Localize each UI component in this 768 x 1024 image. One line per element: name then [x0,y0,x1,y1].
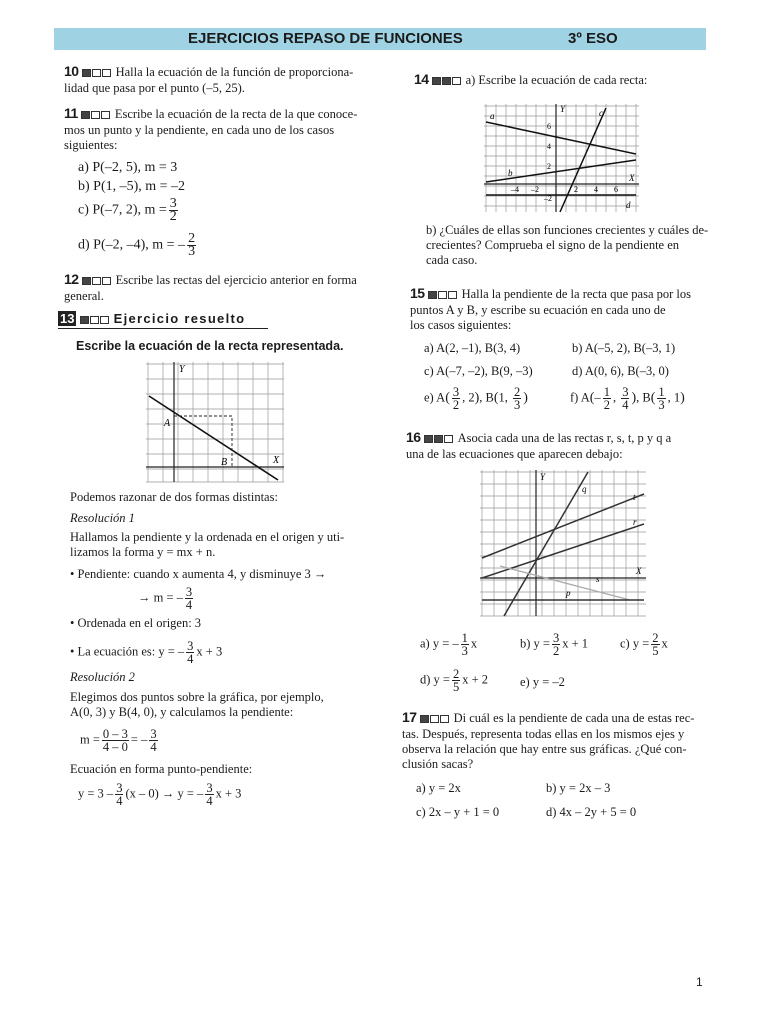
ex15-f: f) A(– $\frac{1}{2}$ , $\frac{3}{4}$ ), B( $\frac{1}{3}$ , 1) [570,385,685,412]
difficulty-icon [420,712,450,727]
difficulty-icon [80,313,110,328]
ex13-slope-calc: m = $\frac{0 - 3}{4 - 0}$ = – $\frac{3}{4}$ [80,727,157,754]
ex13-point-b: B [221,457,228,468]
ex13-bullet-1: • Pendiente: cuando x aumenta 4, y disminuye 3 → [70,567,327,581]
ex13-r1-text: Hallamos la pendiente y la ordenada en el origen y uti- lizamos la forma y = mx + n. [70,530,345,559]
ex14-tick-x2: 2 [574,185,578,194]
ex17-c: c) 2x – y + 1 = 0 [416,805,500,819]
ex14-label-a: a [490,111,495,121]
ex16-a: a) y = – $\frac{1}{3}$ x [420,631,478,658]
ex14-line-c [560,108,606,212]
ex16-line-s [500,566,630,600]
exercise-17: 17 Di cuál es la pendiente de cada una de estas rec- tas. Después, representa todas ellas en los mismos ejes y observa la relación que hay entre sus gráficas. ¿Qué con- clusión sacas? [402,709,695,771]
exercise-14: 14 a) Escribe la ecuación de cada recta: [414,71,648,87]
ex14-b: b) ¿Cuáles de ellas son funciones crecientes y cuáles de- crecientes? Comprueba el signo de la pendiente en cada caso. [426,223,709,267]
ex16-e: e) y = –2 [520,675,565,689]
ex16-c: c) y = $\frac{2}{5}$ x [620,631,668,658]
exercise-12: 12 Escribe las rectas del ejercicio anterior en forma general. [64,271,357,303]
grade-label: 3º ESO [568,30,618,47]
ex15-b: b) A(–5, 2), B(–3, 1) [572,341,676,355]
exercise-16: 16 Asocia cada una de las rectas r, s, t, p y q a una de las ecuaciones que aparecen debajo: [406,429,672,461]
ex14-line-a [486,122,636,154]
ex16-graph [480,470,648,618]
page-number: 1 [696,975,703,989]
ex16-b: b) y = $\frac{3}{2}$ x + 1 [520,631,589,658]
ex14-graph [484,104,640,214]
ex16-y-label: Y [540,472,546,482]
ex14-label-b: b [508,168,513,178]
ex14-tick-x3: 4 [594,185,598,194]
ex11-b: b) P(1, –5), m = –2 [78,179,186,194]
ex16-label-t: t [633,492,636,502]
exercise-11: 11 Escribe la ecuación de la recta de la que conoce- mos un punto y la pendiente, en cada uno de los casos siguientes: [64,105,358,152]
ex14-tick-4: 4 [547,142,551,151]
ex15-d: d) A(0, 6), B(–3, 0) [572,364,669,378]
page-title: EJERCICIOS REPASO DE FUNCIONES [188,30,463,47]
ex17-b: b) y = 2x – 3 [546,781,611,795]
ex11-d: d) P(–2, –4), m = – $\frac{2}{3}$ [78,231,196,259]
difficulty-icon [428,288,458,303]
ex16-x-label: X [636,566,642,576]
ex13-r2-text: Elegimos dos puntos sobre la gráfica, por ejemplo, A(0, 3) y B(4, 0), y calculamos la pendiente: [70,690,324,719]
ex13-prompt: Escribe la ecuación de la recta representada. [76,339,344,353]
ex13-r1-title: Resolución 1 [70,511,135,525]
ex14-label-d: d [626,200,631,210]
ex14-tick-m2: –2 [544,194,552,203]
ex13-y-label: Y [179,364,185,375]
ex16-label-q: q [582,484,587,494]
ex14-label-c: c [599,108,603,118]
ex13-pp-title: Ecuación en forma punto-pendiente: [70,762,253,776]
ex13-pp-eq: y = 3 – $\frac{3}{4}$ (x – 0) → y = – $\frac{3}{4}$ x + 3 [78,781,242,808]
ex13-r2-title: Resolución 2 [70,670,135,684]
ex17-a: a) y = 2x [416,781,461,795]
ex14-y-label: Y [560,104,566,114]
ex13-intro: Podemos razonar de dos formas distintas: [70,490,278,504]
ex13-bullet-2: • Ordenada en el origen: 3 [70,616,202,630]
ex14-tick-x4: 6 [614,185,618,194]
ex13-x-label: X [273,455,280,466]
ex13-graph [146,362,286,484]
difficulty-icon [432,74,462,89]
ex17-d: d) 4x – 2y + 5 = 0 [546,805,637,819]
difficulty-icon [82,274,112,289]
header-banner [54,28,706,50]
ex13-bullet-1-result: → m = – $\frac{3}{4}$ [138,585,193,612]
ex15-e: e) A( $\frac{3}{2}$ , 2), B(1, $\frac{2}{3}$ ) [424,385,528,412]
ex16-label-p: p [566,588,571,598]
difficulty-icon [424,432,454,447]
difficulty-icon [82,66,112,81]
ex14-tick-2: 2 [547,162,551,171]
ex14-tick-x1: –2 [531,185,539,194]
ex11-c: c) P(–7, 2), m = $\frac{3}{2}$ [78,196,177,224]
ex13-bullet-3: • La ecuación es: y = – $\frac{3}{4}$ x + 3 [70,639,223,666]
ex15-c: c) A(–7, –2), B(9, –3) [424,364,533,378]
ex16-d: d) y = $\frac{2}{5}$ x + 2 [420,667,489,694]
ex11-a: a) P(–2, 5), m = 3 [78,160,178,175]
ex16-label-r: r [633,517,637,527]
difficulty-icon [81,108,111,123]
ex14-tick-6: 6 [547,122,551,131]
ex14-tick-x0: –4 [511,185,519,194]
ex13-heading: 13 Ejercicio resuelto [58,311,268,329]
ex13-point-a: A [164,418,171,429]
exercise-10: 10 Halla la ecuación de la función de proporciona- lidad que pasa por el punto (–5, 25). [64,63,354,95]
ex14-x-label: X [629,173,635,183]
ex15-a: a) A(2, –1), B(3, 4) [424,341,521,355]
ex16-label-s: s [596,574,600,584]
exercise-15: 15 Halla la pendiente de la recta que pasa por los puntos A y B, y escribe su ecuación en cada uno de los casos siguientes: [410,285,691,332]
